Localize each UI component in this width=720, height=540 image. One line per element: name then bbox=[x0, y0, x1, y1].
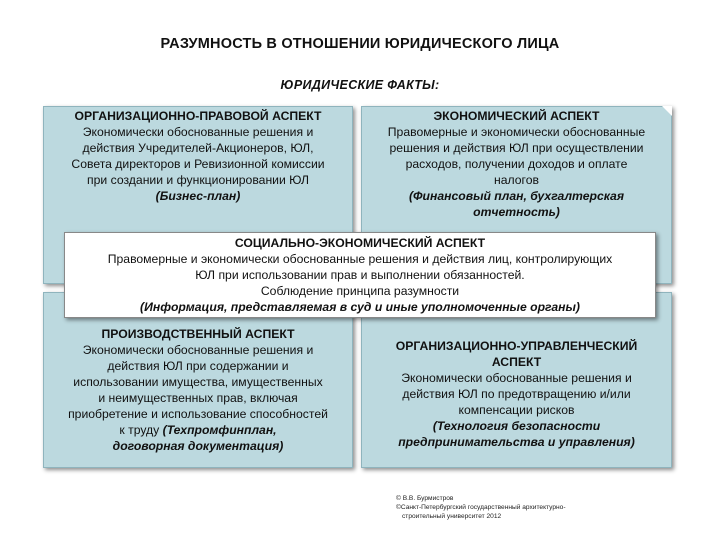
socio-economic-line: Правомерные и экономически обоснованные решения и действия лиц, контролирующих bbox=[107, 252, 613, 266]
page-title: РАЗУМНОСТЬ В ОТНОШЕНИИ ЮРИДИЧЕСКОГО ЛИЦА bbox=[160, 36, 560, 52]
economic-heading: ЭКОНОМИЧЕСКИЙ АСПЕКТ bbox=[433, 109, 600, 123]
production-line-prefix: к труду bbox=[119, 423, 163, 437]
org-legal-line: при создании и функционировании ЮЛ bbox=[87, 173, 309, 187]
org-management-note: предпринимательства и управления) bbox=[398, 435, 635, 449]
copyright-university: ©Санкт-Петербургский государственный архитектурно- bbox=[396, 504, 566, 511]
economic-line: расходов, получении доходов и оплате bbox=[405, 157, 628, 171]
copyright-note bbox=[396, 494, 636, 521]
org-legal-line: действия Учредителей-Акционеров, ЮЛ, bbox=[82, 141, 314, 155]
economic-note: отчетность) bbox=[473, 205, 560, 219]
box-corner-fold bbox=[662, 106, 672, 116]
production-line: действия ЮЛ при содержании и bbox=[107, 359, 289, 373]
org-legal-note: (Бизнес-план) bbox=[155, 189, 241, 203]
production-line: приобретение и использование способностей bbox=[68, 407, 328, 421]
copyright-author: © В.В. Бурмистров bbox=[396, 495, 454, 502]
production-note: (Техпромфинплан, bbox=[162, 423, 277, 437]
org-management-line: Экономически обоснованные решения и bbox=[401, 371, 632, 385]
org-management-note: (Технология безопасности bbox=[432, 419, 601, 433]
org-management-aspect-box bbox=[361, 292, 672, 468]
production-aspect-box bbox=[43, 292, 353, 468]
production-note: договорная документация) bbox=[112, 439, 284, 453]
socio-economic-aspect-box bbox=[64, 232, 656, 318]
org-legal-line: Совета директоров и Ревизионной комиссии bbox=[71, 157, 325, 171]
legal-facts-subtitle: ЮРИДИЧЕСКИЕ ФАКТЫ: bbox=[280, 78, 440, 92]
economic-line: Правомерные и экономически обоснованные bbox=[387, 125, 646, 139]
production-line: использовании имущества, имущественных bbox=[73, 375, 323, 389]
socio-economic-line: ЮЛ при использовании прав и выполнении обязанностей. bbox=[195, 268, 525, 282]
org-management-line: действия ЮЛ по предотвращению и/или bbox=[402, 387, 631, 401]
org-management-heading: ОРГАНИЗАЦИОННО-УПРАВЛЕНЧЕСКИЙ bbox=[395, 339, 638, 353]
socio-economic-line: Соблюдение принципа разумности bbox=[260, 284, 460, 298]
production-line: Экономически обоснованные решения и bbox=[82, 343, 314, 357]
production-mixed-line bbox=[47, 422, 349, 438]
org-legal-line: Экономически обоснованные решения и bbox=[82, 125, 314, 139]
org-management-heading: АСПЕКТ bbox=[491, 355, 542, 369]
socio-economic-heading: СОЦИАЛЬНО-ЭКОНОМИЧЕСКИЙ АСПЕКТ bbox=[234, 236, 486, 250]
socio-economic-note: (Информация, представляемая в суд и иные уполномоченные органы) bbox=[140, 300, 580, 314]
copyright-university: строительный университет 2012 bbox=[402, 513, 502, 520]
org-management-line: компенсации рисков bbox=[458, 403, 575, 417]
production-line: и неимущественных прав, включая bbox=[98, 391, 298, 405]
economic-note: (Финансовый план, бухгалтерская bbox=[408, 189, 625, 203]
economic-line: налогов bbox=[494, 173, 539, 187]
production-heading: ПРОИЗВОДСТВЕННЫЙ АСПЕКТ bbox=[101, 327, 295, 341]
economic-line: решения и действия ЮЛ при осуществлении bbox=[389, 141, 644, 155]
org-legal-heading: ОРГАНИЗАЦИОННО-ПРАВОВОЙ АСПЕКТ bbox=[74, 109, 322, 123]
